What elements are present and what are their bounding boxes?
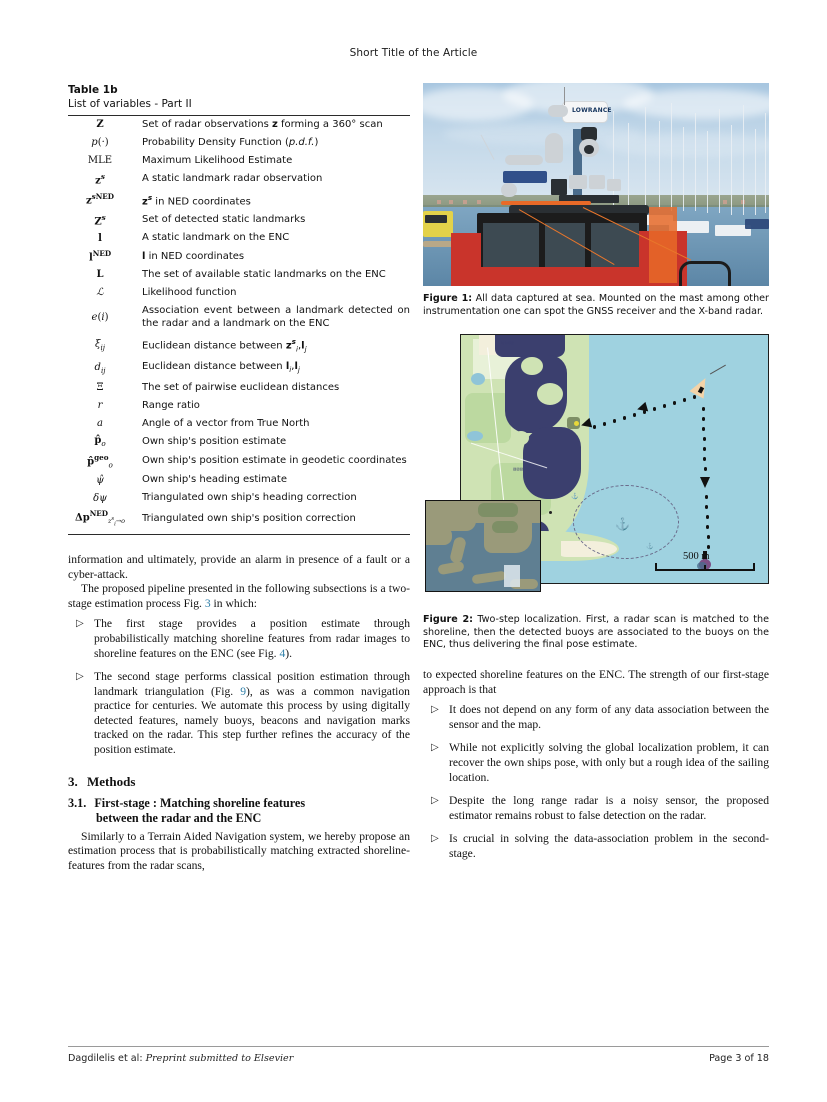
figure2-caption [423,614,769,652]
photo-sensor-pod [545,133,563,163]
photo-sailboat-mast [743,105,744,215]
map-symbol: ⚓ [646,544,654,551]
variable-definition: A static landmark radar observation [142,173,323,185]
variable-symbol: MLE [87,155,113,167]
variable-definition: Angle of a vector from True North [142,417,310,429]
variable-definition: Own ship's heading estimate [142,474,287,486]
list-item [423,832,769,861]
triangle-bullet-icon: ▷ [431,704,439,716]
photo-town-dot [449,200,453,204]
variable-definition: A static landmark on the ENC [142,232,290,244]
table-row [68,152,410,170]
variable-symbol: r [97,400,103,412]
paragraph-expected-shoreline: to expected shoreline features on the ENC. The strength of our first-stage approach is that [423,667,769,696]
photo-camera-box [607,179,621,191]
table-row [68,247,410,266]
variable-symbol: ℒ [96,287,104,299]
photo-moored-hull [745,219,769,229]
table-row [68,284,410,302]
figure2-caption-text: Two-step localization. First, a radar scan is matched to the shoreline, then the detected buoys are associated to the buoys on the ENC, thus delivering the final pose estimate. [423,614,769,651]
table-caption: List of variables - Part II [68,98,192,110]
variable-symbol: a [97,418,103,430]
photo-lidar [551,179,567,195]
map-scale-tick [753,563,755,571]
list-item-text: The first stage provides a position estimate through probabilistically matching shoreline features from radar images to shoreline features on the ENC (see Fig. 4). [94,617,410,660]
table-row [68,397,410,415]
table-row [68,471,410,489]
table-row [68,266,410,284]
list-item-text: Is crucial in solving the data-association problem in the second-stage. [449,832,769,860]
photo-town-dot [437,200,441,204]
map-place-label: ▧▧▧▧ [501,341,515,346]
paragraph-similarly: Similarly to a Terrain Aided Navigation system, we hereby propose an estimation process that is probabilistically matching extracted shoreline-features from the radar scans, [68,829,410,872]
variable-definition: l in NED coordinates [142,250,245,262]
variable-symbol: $p̂_o$ [94,435,106,449]
inset-landmass [426,527,452,545]
variable-definition: $z^s$ in NED coordinates [142,192,251,207]
list-item [423,741,769,785]
right-bullet-list [423,703,769,861]
photo-sailboat-mast [731,125,732,215]
figure2-label: Figure 2: [423,614,473,626]
paragraph-intro: information and ultimately, provide an alarm in presence of a fault or a cyber-attack. [68,552,410,581]
triangle-bullet-icon: ▷ [431,833,439,845]
table-block [68,83,410,535]
variable-symbol: p(·) [91,137,109,149]
table-number: Table 1b [68,84,118,96]
photo-orange-trim [501,201,591,205]
map-heading-vector [710,365,726,375]
table-row [68,116,410,134]
triangle-bullet-icon: ▷ [76,671,84,683]
photo-gnss-antenna [505,155,543,165]
photo-railing [679,261,731,286]
left-body-text [68,553,410,758]
variable-symbol: δψ [93,492,107,504]
inset-island [449,536,467,564]
table-row [68,333,410,358]
table-row [68,358,410,379]
variable-symbol: $z^{sNED}$ [85,192,114,207]
map-inset-locator [425,500,541,592]
page-footer [68,1053,769,1064]
photo-sailboat-mast [719,109,720,213]
variable-definition: Triangulated own ship's position correction [142,512,356,524]
photo-antenna-pod [548,105,568,117]
figure2-map [423,332,769,602]
inset-island [437,561,464,575]
photo-yellow-boat-window [425,215,447,223]
table-row [68,302,410,333]
variable-definition: Set of radar observations z forming a 360° scan [142,119,383,131]
table-row [68,170,410,189]
inset-island [472,571,507,585]
variable-definition: Euclidean distance between $l_i,l_j$ [142,361,300,375]
table-rule-bottom [68,534,410,535]
subsection-title-line2: between the radar and the ENC [96,811,262,826]
photo-sailboat-mast [671,103,672,211]
variable-symbol: Z [96,119,104,131]
right-column [423,83,769,871]
list-item-text: Despite the long range radar is a noisy sensor, the proposed estimator remains robust to false detection on the radar. [449,794,769,822]
photo-town-dot [477,200,481,204]
variable-definition: The set of pairwise euclidean distances [142,382,340,394]
figure1-label: Figure 1: [423,293,473,304]
table-row [68,415,410,433]
list-item-text: While not explicitly solving the global localization problem, it can recover the own ships pose, with only but a rough idea of the sailing location. [449,741,769,784]
section-title: Methods [87,773,136,789]
list-item [68,670,410,758]
variable-symbol: p̂$^{geo}_o$ [87,452,113,470]
photo-sailboat-mast [755,129,756,215]
section-heading-methods [68,774,410,790]
running-head: Short Title of the Article [349,47,478,59]
subsection-heading-first-stage [68,796,410,827]
radar-brand-label: LOWRANCE [572,107,612,114]
photo-town-dot [723,200,727,204]
photo-window [483,223,539,267]
variable-symbol: $Z^s$ [94,212,106,228]
anchor-icon: ⚓ [615,517,630,532]
table-row [68,211,410,230]
variables-table [68,116,410,530]
photo-mast-tip [564,87,565,105]
photo-sailboat-mast [707,131,708,213]
variable-symbol: e(i) [91,311,109,323]
photo-sailboat-mast [613,111,614,206]
variable-symbol: l [98,232,102,244]
subsection-title-line1: First-stage : Matching shoreline features [94,795,306,810]
table-row [68,188,410,210]
photo-town-dot [463,200,467,204]
inset-highlight-box [504,565,520,587]
map-scale-tick [704,565,706,571]
variable-symbol: $d_{ij}$ [94,362,106,376]
variable-definition: Association event between a landmark detected on the radar and a landmark on the ENC [142,304,410,330]
left-column [68,83,410,873]
table-row [68,489,410,507]
triangle-bullet-icon: ▷ [76,618,84,630]
variable-definition: Probability Density Function (p.d.f.) [142,137,319,149]
variable-definition: Maximum Likelihood Estimate [142,154,293,166]
photo-sailboat-mast [765,113,766,213]
list-item-text: It does not depend on any form of any data association between the sensor and the map. [449,703,769,731]
list-item [423,794,769,823]
table-row [68,433,410,451]
table-row [68,379,410,397]
footer-authors: Dagdilelis et al: [68,1053,143,1064]
table-row [68,134,410,152]
variable-definition: Likelihood function [142,286,237,298]
variable-definition: Own ship's position estimate [142,435,287,447]
figure1-photo [423,83,769,286]
photo-camera-box [589,175,605,189]
paragraph-pipeline: The proposed pipeline presented in the following subsections is a two-stage estimation process Fig. 3 in which: [68,582,410,610]
triangle-bullet-icon: ▷ [431,742,439,754]
left-bullet-list [68,617,410,757]
variable-symbol: $l^{NED}$ [88,249,112,264]
photo-camera-lens [584,145,594,154]
variable-symbol: $z^s$ [95,171,105,187]
variable-definition: Triangulated own ship's heading correction [142,492,357,504]
photo-camera-box [569,175,587,189]
map-lagoon [495,335,565,357]
inset-mountains [492,521,518,533]
variable-symbol: $\xi_{ij}$ [94,339,106,353]
left-body-text-2 [68,830,410,874]
footer-preprint: Preprint submitted to Elsevier [145,1053,294,1064]
figure1-caption [423,293,769,318]
right-body-text [423,668,769,862]
variable-symbol: Ξ [96,382,104,394]
figure1-caption-text: All data captured at sea. Mounted on the mast among other instrumentation one can spot the GNSS receiver and the X-band radar. [423,293,769,317]
variable-symbol: ψ̂ [96,474,104,486]
photo-sailboat-mast [659,121,660,209]
variable-definition: Own ship's position estimate in geodetic coordinates [142,455,407,467]
photo-sailboat-mast [695,113,696,211]
variable-definition: Euclidean distance between $z^s_i,l_j$ [142,337,307,354]
map-scale-label: 500 m [683,551,710,563]
variable-symbol: $\Delta p^{NED}_{z^s_i\to o}$ [74,509,126,528]
variable-definition: Set of detected static landmarks [142,214,306,226]
section-number: 3. [68,773,78,789]
table-row [68,451,410,472]
photo-small-dome [501,183,517,197]
map-place-label: ▧▧▧ [513,467,524,472]
subsection-number: 3.1. [68,795,87,810]
table-row [68,507,410,530]
list-item [68,617,410,661]
map-symbol: ⚓ [571,494,579,501]
photo-sailboat-mast [683,127,684,211]
footer-page-number: Page 3 of 18 [709,1053,769,1064]
photo-sailboat-mast [628,123,629,207]
variable-symbol: L [96,269,104,281]
triangle-bullet-icon: ▷ [431,795,439,807]
variable-definition: Range ratio [142,400,200,412]
photo-sailboat-mast [645,107,646,207]
map-scale-tick [655,563,657,571]
map-path-arrow [700,477,710,488]
map-path-arrow [636,402,648,414]
list-item-text: The second stage performs classical position estimation through landmark triangulation (Fig. 9), as was a common navigation practice for centuries. We automate this process by using digitally detected features, namely buoys, beacons and navigation marks tracked on the radar. This step further refines the accuracy of the position estimate. [94,670,410,757]
map-path-arrow [580,418,592,430]
list-item [423,703,769,732]
photo-blue-instrument [503,171,547,183]
variable-definition: The set of available static landmarks on the ENC [142,269,386,280]
inset-mountains [478,503,518,517]
table-row [68,229,410,247]
footer-rule [68,1046,769,1047]
